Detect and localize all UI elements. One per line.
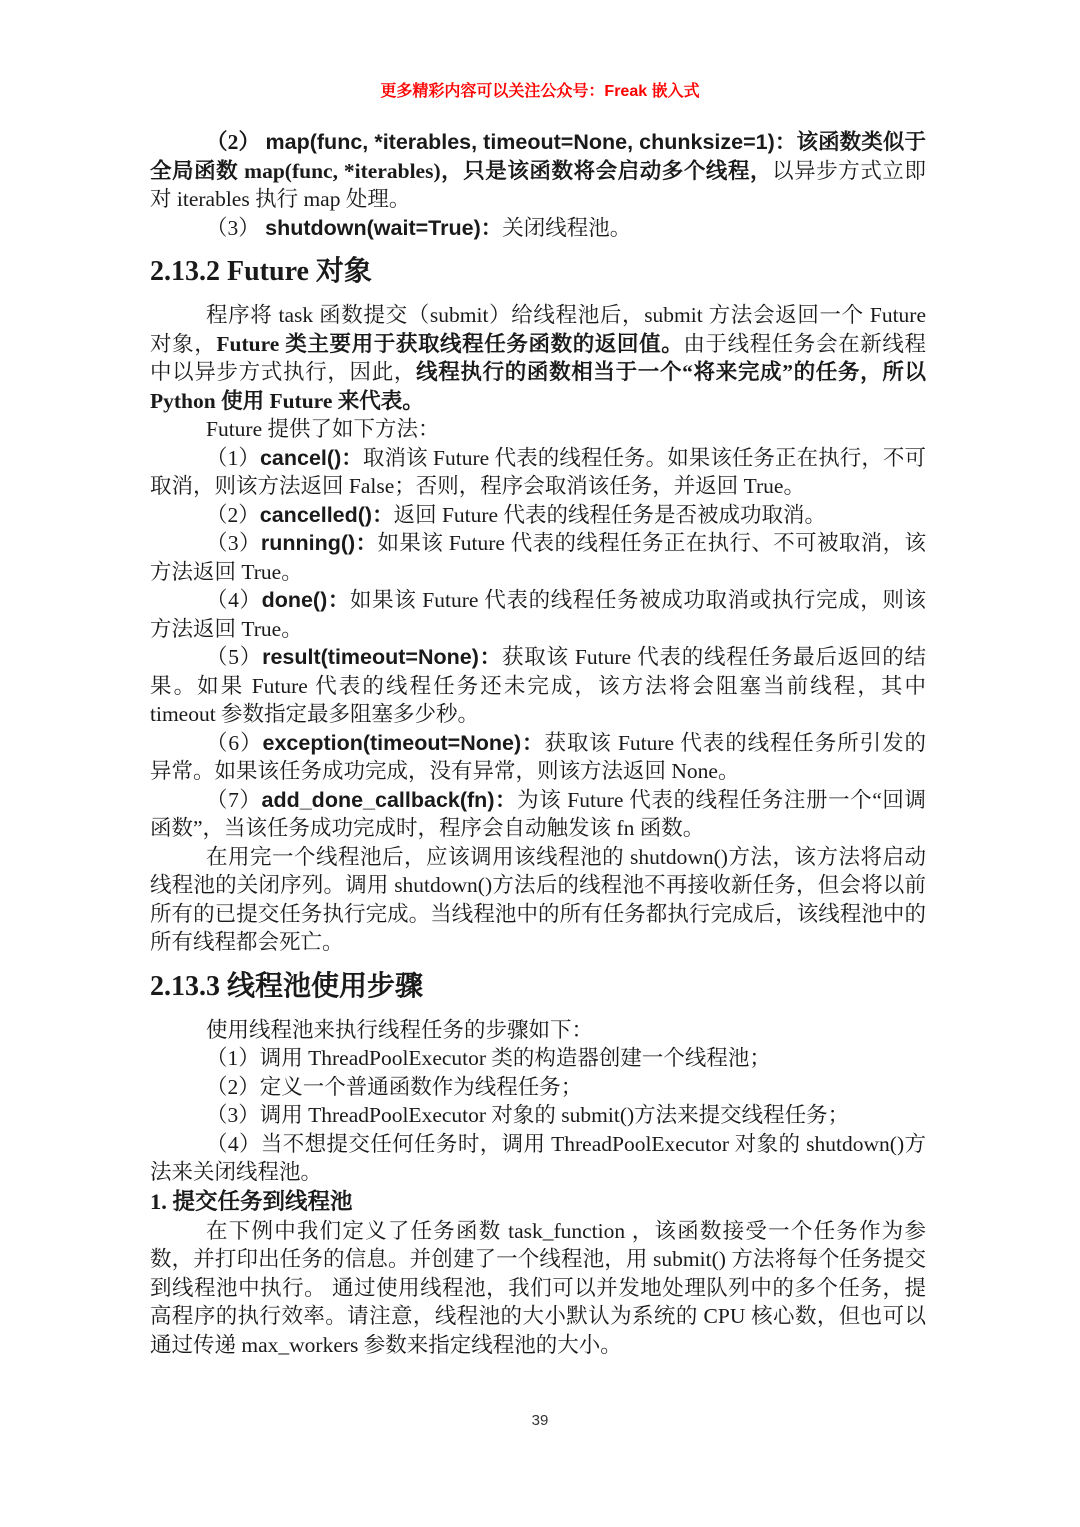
method-item-exception (150, 729, 926, 786)
map-bold-text: 该函数类似于全局函数 map(func, *iterables)，只是该函数将会启动多个线程， (150, 130, 926, 183)
paragraph-steps-lead: 使用线程池来执行线程任务的步骤如下： (206, 1017, 594, 1042)
code-map-signature: map(func, *iterables, timeout=None, chunksize=1)： (265, 130, 797, 154)
paragraph-methods-lead: Future 提供了如下方法： (206, 417, 440, 441)
method-item-cancel (150, 444, 926, 501)
method-item-add-done-callback (150, 786, 926, 843)
paragraph-example: 在下例中我们定义了任务函数 task_function ，该函数接受一个任务作为参数，并打印出任务的信息。并创建了一个线程池，用 submit() 方法将每个任务提交到线程池中执行。 通过使用线程池，我们可以并发地处理队列中的多个任务，提高程序的执行效率。请注意，线程池的大小默认为系统的 CPU 核心数，但也可以通过传递 max_workers 参数来指定线程池的大小。 (150, 1218, 926, 1357)
future-intro-s1: 程序将 task 函数提交（submit）给线程池后，submit 方法会返回一个 Future 对象， (150, 303, 926, 356)
heading-steps-section: 2.13.3 线程池使用步骤 (150, 970, 424, 1002)
paragraph-shutdown-method (150, 214, 926, 243)
paragraph-shutdown-behavior: 在用完一个线程池后，应该调用该线程池的 shutdown()方法，该方法将启动线程池的关闭序列。调用 shutdown()方法后的线程池不再接收新任务，但会将以前所有的已提交任务执行完成。当线程池中的所有任务都执行完成后，该线程池中的所有线程都会死亡。 (150, 844, 926, 954)
item-number: （3） (206, 531, 261, 555)
method-desc: 如果该 Future 代表的线程任务被成功取消或执行完成，则该方法返回 True。 (150, 588, 926, 641)
item-number: （5） (206, 645, 263, 669)
method-item-result (150, 643, 926, 729)
header-notice: 更多精彩内容可以关注公众号：Freak 嵌入式 (380, 83, 700, 100)
step-item-4: （4）当不想提交任何任务时，调用 ThreadPoolExecutor 对象的 shutdown()方法来关闭线程池。 (150, 1131, 926, 1184)
method-item-done (150, 586, 926, 643)
item-number: （2） (206, 130, 266, 154)
future-intro-s4: 线程执行的函数相当于一个“将来完成”的任务，所以 Python 使用 Future 来代表。 (150, 360, 926, 413)
method-desc: 获取该 Future 代表的线程任务最后返回的结果。如果 Future 代表的线程任务还未完成，该方法将会阻塞当前线程，其中 timeout 参数指定最多阻塞多少秒。 (150, 645, 926, 726)
method-desc: 为该 Future 代表的线程任务注册一个“回调函数”，当该任务成功完成时，程序会自动触发该 fn 函数。 (150, 787, 926, 840)
method-item-cancelled (150, 501, 926, 530)
code-running: running()： (260, 531, 378, 555)
item-number: （1） (206, 445, 260, 470)
code-result: result(timeout=None)： (262, 645, 502, 669)
step-item-3: （3）调用 ThreadPoolExecutor 对象的 submit()方法来提交线程任务； (206, 1103, 850, 1127)
code-add-done-callback: add_done_callback(fn)： (261, 787, 518, 812)
item-number: （3） (206, 215, 266, 240)
code-exception: exception(timeout=None)： (262, 730, 545, 755)
item-number: （2） (206, 502, 260, 527)
shutdown-rest-text: 关闭线程池。 (502, 215, 632, 240)
future-intro-s2: Future 类主要用于获取线程任务函数的返回值。 (216, 331, 684, 356)
item-number: （4） (206, 588, 262, 612)
map-rest-text: 以异步方式立即对 iterables 执行 map 处理。 (150, 158, 926, 211)
method-desc: 获取该 Future 代表的线程任务所引发的异常。如果该任务成功完成，没有异常，则该方法返回 None。 (150, 730, 926, 783)
code-cancel: cancel()： (259, 445, 363, 470)
future-intro-s3: 由于线程任务会在新线程中以异步方式执行，因此， (150, 331, 926, 384)
paragraph-map-method (150, 128, 926, 214)
paragraph-future-intro (150, 301, 926, 415)
method-item-running (150, 529, 926, 586)
step-item-2: （2）定义一个普通函数作为线程任务； (206, 1074, 583, 1099)
page-content (150, 128, 926, 1359)
page-number: 39 (531, 1412, 549, 1429)
code-cancelled: cancelled()： (259, 502, 394, 527)
item-number: （6） (206, 730, 263, 755)
code-shutdown-signature: shutdown(wait=True)： (265, 215, 503, 240)
heading-future-section: 2.13.2 Future 对象 (150, 256, 372, 287)
code-done: done()： (261, 588, 350, 612)
method-desc: 返回 Future 代表的线程任务是否被成功取消。 (393, 502, 826, 527)
step-item-1: （1）调用 ThreadPoolExecutor 类的构造器创建一个线程池； (206, 1046, 771, 1070)
item-number: （7） (206, 787, 262, 812)
method-desc: 取消该 Future 代表的线程任务。如果该任务正在执行，不可取消，则该方法返回 False；否则，程序会取消该任务，并返回 True。 (150, 445, 926, 498)
heading-submit-tasks: 1. 提交任务到线程池 (150, 1188, 353, 1214)
method-desc: 如果该 Future 代表的线程任务正在执行、不可被取消，该方法返回 True。 (150, 531, 926, 584)
